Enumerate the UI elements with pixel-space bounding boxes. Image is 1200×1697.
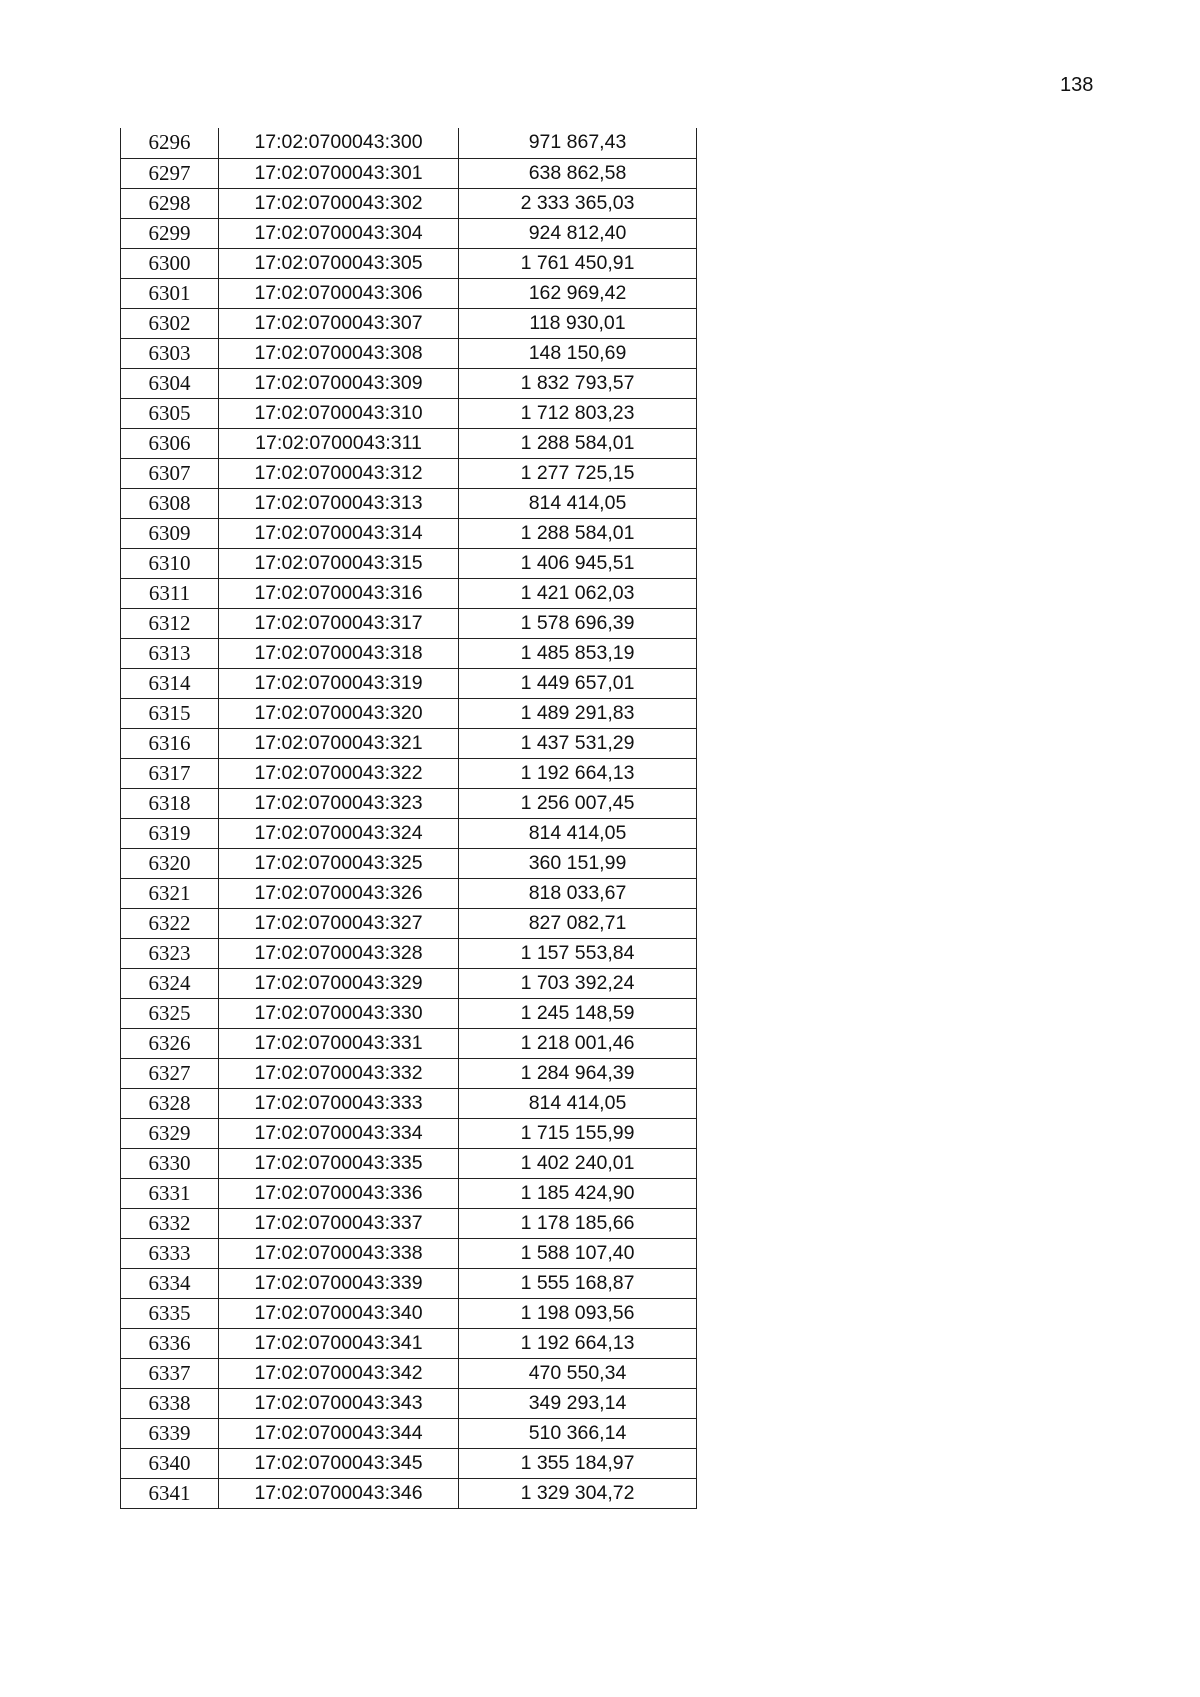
row-number-cell: 6329 xyxy=(121,1118,219,1148)
cadastral-number-cell: 17:02:0700043:343 xyxy=(219,1388,459,1418)
cadastral-number-cell: 17:02:0700043:328 xyxy=(219,938,459,968)
table-row xyxy=(121,998,697,1028)
cadastral-value-cell: 1 277 725,15 xyxy=(459,458,697,488)
table-row xyxy=(121,878,697,908)
cadastral-number-cell: 17:02:0700043:300 xyxy=(219,128,459,158)
row-number-cell: 6306 xyxy=(121,428,219,458)
cadastral-value-cell: 971 867,43 xyxy=(459,128,697,158)
row-number-cell: 6335 xyxy=(121,1298,219,1328)
cadastral-number-cell: 17:02:0700043:339 xyxy=(219,1268,459,1298)
cadastral-value-cell: 1 712 803,23 xyxy=(459,398,697,428)
cadastral-value-cell: 470 550,34 xyxy=(459,1358,697,1388)
cadastral-number-cell: 17:02:0700043:321 xyxy=(219,728,459,758)
row-number-cell: 6323 xyxy=(121,938,219,968)
cadastral-number-cell: 17:02:0700043:301 xyxy=(219,158,459,188)
cadastral-number-cell: 17:02:0700043:310 xyxy=(219,398,459,428)
cadastral-value-cell: 1 288 584,01 xyxy=(459,518,697,548)
table-row xyxy=(121,1268,697,1298)
cadastral-number-cell: 17:02:0700043:340 xyxy=(219,1298,459,1328)
cadastral-value-cell: 1 192 664,13 xyxy=(459,758,697,788)
cadastral-value-cell: 1 192 664,13 xyxy=(459,1328,697,1358)
cadastral-value-cell: 1 715 155,99 xyxy=(459,1118,697,1148)
row-number-cell: 6322 xyxy=(121,908,219,938)
cadastral-number-cell: 17:02:0700043:307 xyxy=(219,308,459,338)
table-row xyxy=(121,218,697,248)
row-number-cell: 6332 xyxy=(121,1208,219,1238)
table-row xyxy=(121,758,697,788)
cadastral-value-cell: 1 485 853,19 xyxy=(459,638,697,668)
table-row xyxy=(121,188,697,218)
table-row xyxy=(121,728,697,758)
cadastral-number-cell: 17:02:0700043:305 xyxy=(219,248,459,278)
row-number-cell: 6309 xyxy=(121,518,219,548)
cadastral-number-cell: 17:02:0700043:317 xyxy=(219,608,459,638)
cadastral-number-cell: 17:02:0700043:313 xyxy=(219,488,459,518)
table-row xyxy=(121,1298,697,1328)
cadastral-value-cell: 162 969,42 xyxy=(459,278,697,308)
row-number-cell: 6308 xyxy=(121,488,219,518)
table-row xyxy=(121,548,697,578)
cadastral-number-cell: 17:02:0700043:335 xyxy=(219,1148,459,1178)
cadastral-number-cell: 17:02:0700043:342 xyxy=(219,1358,459,1388)
table-row xyxy=(121,1058,697,1088)
row-number-cell: 6330 xyxy=(121,1148,219,1178)
row-number-cell: 6297 xyxy=(121,158,219,188)
cadastral-value-cell: 2 333 365,03 xyxy=(459,188,697,218)
cadastral-value-cell: 1 406 945,51 xyxy=(459,548,697,578)
cadastral-number-cell: 17:02:0700043:312 xyxy=(219,458,459,488)
cadastral-value-cell: 818 033,67 xyxy=(459,878,697,908)
cadastral-value-cell: 1 703 392,24 xyxy=(459,968,697,998)
cadastral-value-cell: 1 588 107,40 xyxy=(459,1238,697,1268)
cadastral-value-cell: 1 198 093,56 xyxy=(459,1298,697,1328)
cadastral-value-cell: 1 329 304,72 xyxy=(459,1478,697,1508)
cadastral-value-cell: 814 414,05 xyxy=(459,818,697,848)
row-number-cell: 6341 xyxy=(121,1478,219,1508)
cadastral-value-cell: 1 555 168,87 xyxy=(459,1268,697,1298)
cadastral-number-cell: 17:02:0700043:320 xyxy=(219,698,459,728)
cadastral-number-cell: 17:02:0700043:346 xyxy=(219,1478,459,1508)
cadastral-number-cell: 17:02:0700043:325 xyxy=(219,848,459,878)
cadastral-number-cell: 17:02:0700043:327 xyxy=(219,908,459,938)
row-number-cell: 6334 xyxy=(121,1268,219,1298)
cadastral-value-cell: 1 245 148,59 xyxy=(459,998,697,1028)
table-row xyxy=(121,128,697,158)
cadastral-number-cell: 17:02:0700043:329 xyxy=(219,968,459,998)
table-row xyxy=(121,308,697,338)
row-number-cell: 6337 xyxy=(121,1358,219,1388)
cadastral-number-cell: 17:02:0700043:314 xyxy=(219,518,459,548)
cadastral-number-cell: 17:02:0700043:304 xyxy=(219,218,459,248)
table-row xyxy=(121,1388,697,1418)
cadastral-value-cell: 1 761 450,91 xyxy=(459,248,697,278)
row-number-cell: 6311 xyxy=(121,578,219,608)
table-row xyxy=(121,788,697,818)
cadastral-value-cell: 827 082,71 xyxy=(459,908,697,938)
cadastral-value-cell: 1 437 531,29 xyxy=(459,728,697,758)
cadastral-number-cell: 17:02:0700043:334 xyxy=(219,1118,459,1148)
row-number-cell: 6305 xyxy=(121,398,219,428)
row-number-cell: 6340 xyxy=(121,1448,219,1478)
cadastral-value-cell: 1 421 062,03 xyxy=(459,578,697,608)
row-number-cell: 6312 xyxy=(121,608,219,638)
row-number-cell: 6307 xyxy=(121,458,219,488)
table-row xyxy=(121,668,697,698)
row-number-cell: 6326 xyxy=(121,1028,219,1058)
row-number-cell: 6316 xyxy=(121,728,219,758)
cadastral-value-cell: 1 218 001,46 xyxy=(459,1028,697,1058)
cadastral-number-cell: 17:02:0700043:309 xyxy=(219,368,459,398)
row-number-cell: 6313 xyxy=(121,638,219,668)
table-row xyxy=(121,1178,697,1208)
cadastral-value-cell: 360 151,99 xyxy=(459,848,697,878)
cadastral-number-cell: 17:02:0700043:337 xyxy=(219,1208,459,1238)
row-number-cell: 6301 xyxy=(121,278,219,308)
cadastral-value-table xyxy=(120,128,697,1509)
table-row xyxy=(121,608,697,638)
table-row xyxy=(121,1328,697,1358)
table-row xyxy=(121,1118,697,1148)
row-number-cell: 6338 xyxy=(121,1388,219,1418)
cadastral-value-cell: 924 812,40 xyxy=(459,218,697,248)
cadastral-number-cell: 17:02:0700043:319 xyxy=(219,668,459,698)
cadastral-value-cell: 1 284 964,39 xyxy=(459,1058,697,1088)
table-row xyxy=(121,578,697,608)
cadastral-value-cell: 1 157 553,84 xyxy=(459,938,697,968)
row-number-cell: 6315 xyxy=(121,698,219,728)
cadastral-number-cell: 17:02:0700043:326 xyxy=(219,878,459,908)
cadastral-number-cell: 17:02:0700043:344 xyxy=(219,1418,459,1448)
cadastral-number-cell: 17:02:0700043:324 xyxy=(219,818,459,848)
row-number-cell: 6324 xyxy=(121,968,219,998)
table-row xyxy=(121,638,697,668)
cadastral-number-cell: 17:02:0700043:336 xyxy=(219,1178,459,1208)
cadastral-number-cell: 17:02:0700043:332 xyxy=(219,1058,459,1088)
cadastral-value-cell: 1 832 793,57 xyxy=(459,368,697,398)
cadastral-value-cell: 1 256 007,45 xyxy=(459,788,697,818)
row-number-cell: 6318 xyxy=(121,788,219,818)
table-row xyxy=(121,278,697,308)
row-number-cell: 6296 xyxy=(121,128,219,158)
cadastral-number-cell: 17:02:0700043:338 xyxy=(219,1238,459,1268)
table-row xyxy=(121,1208,697,1238)
cadastral-value-cell: 1 449 657,01 xyxy=(459,668,697,698)
page-number: 138 xyxy=(1060,74,1094,96)
cadastral-number-cell: 17:02:0700043:323 xyxy=(219,788,459,818)
table-row xyxy=(121,368,697,398)
cadastral-value-cell: 118 930,01 xyxy=(459,308,697,338)
table-row xyxy=(121,1448,697,1478)
cadastral-number-cell: 17:02:0700043:330 xyxy=(219,998,459,1028)
cadastral-value-cell: 510 366,14 xyxy=(459,1418,697,1448)
cadastral-value-cell: 814 414,05 xyxy=(459,1088,697,1118)
cadastral-number-cell: 17:02:0700043:322 xyxy=(219,758,459,788)
table-row xyxy=(121,518,697,548)
row-number-cell: 6327 xyxy=(121,1058,219,1088)
table-row xyxy=(121,848,697,878)
cadastral-number-cell: 17:02:0700043:316 xyxy=(219,578,459,608)
cadastral-value-cell: 1 402 240,01 xyxy=(459,1148,697,1178)
table-row xyxy=(121,938,697,968)
table-row xyxy=(121,1028,697,1058)
row-number-cell: 6317 xyxy=(121,758,219,788)
table-row xyxy=(121,1358,697,1388)
row-number-cell: 6300 xyxy=(121,248,219,278)
cadastral-number-cell: 17:02:0700043:302 xyxy=(219,188,459,218)
table-body xyxy=(121,128,697,1508)
cadastral-number-cell: 17:02:0700043:306 xyxy=(219,278,459,308)
row-number-cell: 6321 xyxy=(121,878,219,908)
row-number-cell: 6304 xyxy=(121,368,219,398)
cadastral-value-cell: 1 288 584,01 xyxy=(459,428,697,458)
row-number-cell: 6319 xyxy=(121,818,219,848)
cadastral-number-cell: 17:02:0700043:308 xyxy=(219,338,459,368)
cadastral-number-cell: 17:02:0700043:341 xyxy=(219,1328,459,1358)
cadastral-value-cell: 1 489 291,83 xyxy=(459,698,697,728)
table-row xyxy=(121,1418,697,1448)
row-number-cell: 6302 xyxy=(121,308,219,338)
cadastral-number-cell: 17:02:0700043:333 xyxy=(219,1088,459,1118)
row-number-cell: 6328 xyxy=(121,1088,219,1118)
cadastral-value-cell: 1 185 424,90 xyxy=(459,1178,697,1208)
table-row xyxy=(121,458,697,488)
cadastral-value-cell: 638 862,58 xyxy=(459,158,697,188)
table-row xyxy=(121,1088,697,1118)
row-number-cell: 6299 xyxy=(121,218,219,248)
row-number-cell: 6298 xyxy=(121,188,219,218)
table-row xyxy=(121,698,697,728)
table-row xyxy=(121,968,697,998)
table-row xyxy=(121,158,697,188)
table-row xyxy=(121,398,697,428)
table-row xyxy=(121,818,697,848)
cadastral-number-cell: 17:02:0700043:311 xyxy=(219,428,459,458)
cadastral-value-cell: 1 578 696,39 xyxy=(459,608,697,638)
row-number-cell: 6320 xyxy=(121,848,219,878)
row-number-cell: 6325 xyxy=(121,998,219,1028)
table-row xyxy=(121,338,697,368)
cadastral-value-cell: 814 414,05 xyxy=(459,488,697,518)
cadastral-number-cell: 17:02:0700043:318 xyxy=(219,638,459,668)
cadastral-number-cell: 17:02:0700043:315 xyxy=(219,548,459,578)
cadastral-value-cell: 349 293,14 xyxy=(459,1388,697,1418)
row-number-cell: 6303 xyxy=(121,338,219,368)
table-row xyxy=(121,1238,697,1268)
table-row xyxy=(121,488,697,518)
table-row xyxy=(121,428,697,458)
row-number-cell: 6333 xyxy=(121,1238,219,1268)
row-number-cell: 6339 xyxy=(121,1418,219,1448)
row-number-cell: 6314 xyxy=(121,668,219,698)
table-row xyxy=(121,248,697,278)
row-number-cell: 6331 xyxy=(121,1178,219,1208)
table-row xyxy=(121,908,697,938)
cadastral-number-cell: 17:02:0700043:331 xyxy=(219,1028,459,1058)
cadastral-number-cell: 17:02:0700043:345 xyxy=(219,1448,459,1478)
row-number-cell: 6310 xyxy=(121,548,219,578)
table-row xyxy=(121,1148,697,1178)
cadastral-value-cell: 1 178 185,66 xyxy=(459,1208,697,1238)
cadastral-value-cell: 148 150,69 xyxy=(459,338,697,368)
table-row xyxy=(121,1478,697,1508)
cadastral-value-cell: 1 355 184,97 xyxy=(459,1448,697,1478)
row-number-cell: 6336 xyxy=(121,1328,219,1358)
